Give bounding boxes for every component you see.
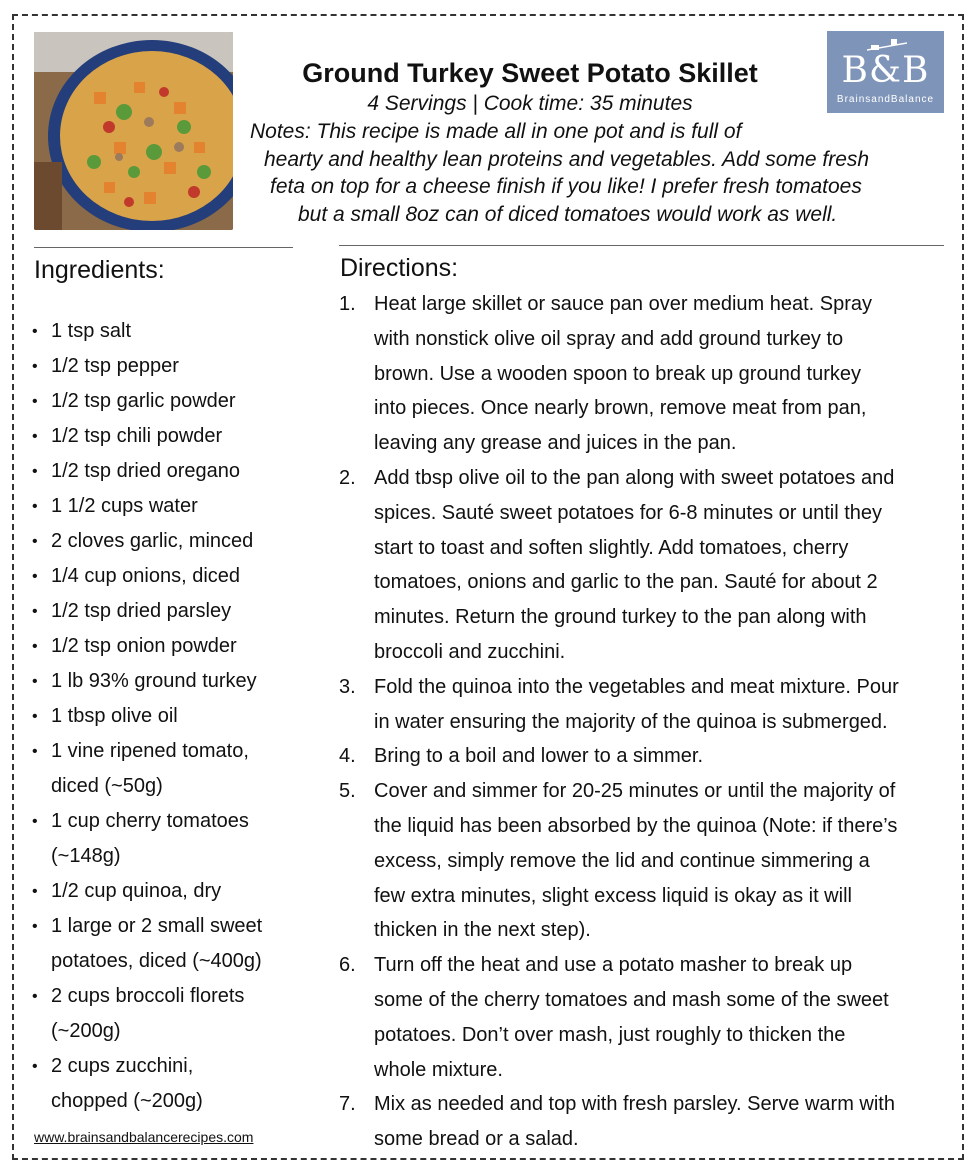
step-text: minutes. Return the ground turkey to the pan along with bbox=[374, 606, 867, 629]
step-text: brown. Use a wooden spoon to break up ground turkey bbox=[374, 362, 861, 385]
notes-line: Notes: This recipe is made all in one pot and is full of bbox=[250, 120, 742, 143]
step-text: leaving any grease and juices in the pan. bbox=[374, 432, 737, 455]
ingredient-text: • 1/2 cup quinoa, dry bbox=[51, 880, 222, 902]
ingredient-text: • 1 tsp salt bbox=[51, 320, 132, 342]
logo-subtitle: BrainsandBalance bbox=[836, 94, 935, 105]
ingredient-text: • 1/2 tsp chili powder bbox=[51, 425, 223, 447]
ingredient-item bbox=[30, 314, 310, 349]
ingredients-divider bbox=[34, 247, 293, 248]
ingredient-item bbox=[30, 664, 310, 699]
step-text: broccoli and zucchini. bbox=[374, 640, 566, 663]
ingredient-text: • 1 tbsp olive oil bbox=[51, 705, 178, 727]
ingredient-text: • 2 cups zucchini, bbox=[51, 1055, 194, 1077]
ingredient-item bbox=[30, 489, 310, 524]
directions-divider bbox=[339, 245, 944, 246]
ingredient-text: • 1 cup cherry tomatoes bbox=[51, 810, 249, 832]
brand-logo bbox=[827, 31, 944, 113]
step-number: 3. bbox=[339, 675, 356, 698]
step-text: some of the cherry tomatoes and mash some of the sweet bbox=[374, 988, 889, 1011]
ingredient-text: (~148g) bbox=[51, 845, 121, 867]
step-text: some bread or a salad. bbox=[374, 1128, 579, 1151]
ingredient-text: • 1 1/2 cups water bbox=[51, 495, 198, 517]
directions-list bbox=[336, 287, 948, 1157]
website-link[interactable]: www.brainsandbalancerecipes.com bbox=[34, 1129, 254, 1145]
direction-step bbox=[336, 287, 948, 461]
skillet-food-photo bbox=[34, 32, 233, 230]
step-text: spices. Sauté sweet potatoes for 6-8 minutes or until they bbox=[374, 501, 883, 524]
ingredient-text: • 1/2 tsp pepper bbox=[51, 355, 179, 377]
direction-step bbox=[336, 1087, 948, 1157]
ingredient-item bbox=[30, 1049, 310, 1119]
ingredient-text: • 1/2 tsp dried parsley bbox=[51, 600, 232, 622]
step-text: tomatoes, onions and garlic to the pan. Sauté for about 2 bbox=[374, 571, 878, 594]
ingredient-item bbox=[30, 384, 310, 419]
notes-line: hearty and healthy lean proteins and vegetables. Add some fresh bbox=[264, 147, 870, 171]
ingredient-item bbox=[30, 594, 310, 629]
step-number: 1. bbox=[339, 293, 356, 315]
ingredients-list bbox=[30, 314, 310, 1119]
ingredient-item bbox=[30, 874, 310, 909]
notes-line: feta on top for a cheese finish if you like! I prefer fresh tomatoes bbox=[270, 175, 862, 198]
ingredient-item bbox=[30, 559, 310, 594]
ingredient-text: potatoes, diced (~400g) bbox=[51, 950, 262, 972]
step-text: thicken in the next step). bbox=[374, 919, 591, 942]
direction-step bbox=[336, 461, 948, 670]
ingredient-text: • 1/2 tsp garlic powder bbox=[51, 390, 236, 412]
step-text: the liquid has been absorbed by the quinoa (Note: if there’s bbox=[374, 814, 898, 837]
ingredient-item bbox=[30, 979, 310, 1049]
step-text: excess, simply remove the lid and continue simmering a bbox=[374, 849, 870, 872]
step-text: few extra minutes, slight excess liquid is okay as it will bbox=[374, 884, 852, 907]
ingredient-text: • 1 large or 2 small sweet bbox=[51, 915, 263, 937]
ingredient-text: diced (~50g) bbox=[51, 775, 163, 797]
step-number: 2. bbox=[339, 466, 356, 489]
logo-mark: B&B bbox=[841, 50, 930, 91]
step-text: in water ensuring the majority of the quinoa is submerged. bbox=[374, 710, 888, 733]
ingredient-text: (~200g) bbox=[51, 1020, 121, 1042]
ingredient-text: chopped (~200g) bbox=[51, 1090, 203, 1112]
direction-step bbox=[336, 948, 948, 1087]
step-number: 6. bbox=[339, 954, 356, 977]
ingredient-item bbox=[30, 629, 310, 664]
step-text: with nonstick olive oil spray and add ground turkey to bbox=[374, 327, 844, 350]
ingredient-text: • 2 cloves garlic, minced bbox=[51, 530, 254, 552]
ingredient-text: • 2 cups broccoli florets bbox=[51, 985, 245, 1007]
directions-heading: Directions: bbox=[340, 254, 459, 282]
step-text: Fold the quinoa into the vegetables and meat mixture. Pour bbox=[374, 675, 899, 698]
step-text: Cover and simmer for 20-25 minutes or until the majority of bbox=[374, 780, 896, 803]
direction-step bbox=[336, 670, 948, 740]
step-text: Bring to a boil and lower to a simmer. bbox=[374, 745, 704, 768]
ingredient-text: • 1/2 tsp dried oregano bbox=[51, 460, 241, 482]
ingredient-item bbox=[30, 454, 310, 489]
ingredient-item bbox=[30, 349, 310, 384]
step-text: whole mixture. bbox=[374, 1058, 503, 1081]
ingredient-item bbox=[30, 804, 310, 874]
ingredient-item bbox=[30, 524, 310, 559]
step-number: 7. bbox=[339, 1093, 356, 1116]
step-text: Add tbsp olive oil to the pan along with sweet potatoes and bbox=[374, 466, 895, 489]
notes-line: but a small 8oz can of diced tomatoes would work as well. bbox=[298, 202, 838, 226]
ingredient-text: • 1/2 tsp onion powder bbox=[51, 635, 237, 657]
ingredient-item bbox=[30, 734, 310, 804]
step-number: 5. bbox=[339, 780, 356, 803]
step-text: Heat large skillet or sauce pan over medium heat. Spray bbox=[374, 293, 873, 315]
step-text: into pieces. Once nearly brown, remove meat from pan, bbox=[374, 397, 867, 420]
step-number: 4. bbox=[339, 745, 356, 768]
step-text: Turn off the heat and use a potato masher to break up bbox=[374, 954, 853, 977]
direction-step bbox=[336, 739, 948, 774]
ingredient-item bbox=[30, 699, 310, 734]
ingredient-item bbox=[30, 419, 310, 454]
recipe-title: Ground Turkey Sweet Potato Skillet bbox=[302, 58, 758, 88]
ingredient-text: • 1 lb 93% ground turkey bbox=[51, 670, 257, 692]
step-text: potatoes. Don’t over mash, just roughly to thicken the bbox=[374, 1023, 846, 1046]
logo-decoration-icon bbox=[867, 37, 907, 51]
ingredient-text: • 1/4 cup onions, diced bbox=[51, 565, 241, 587]
direction-step bbox=[336, 774, 948, 948]
ingredient-item bbox=[30, 909, 310, 979]
step-text: start to toast and soften slightly. Add tomatoes, cherry bbox=[374, 536, 849, 559]
step-text: Mix as needed and top with fresh parsley. Serve warm with bbox=[374, 1093, 895, 1116]
recipe-servings-time: 4 Servings | Cook time: 35 minutes bbox=[367, 92, 693, 115]
ingredients-heading: Ingredients: bbox=[34, 256, 165, 284]
ingredient-text: • 1 vine ripened tomato, bbox=[51, 740, 249, 762]
recipe-notes bbox=[250, 118, 950, 228]
